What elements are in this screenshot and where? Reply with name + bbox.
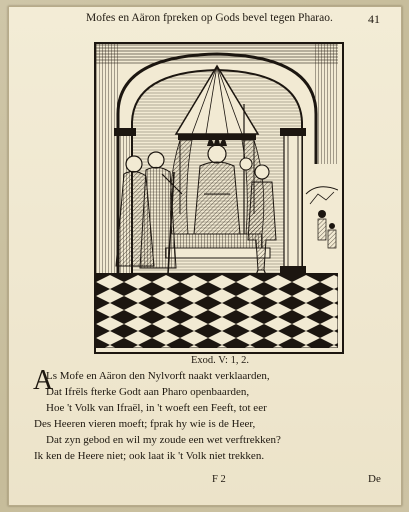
catchword: De	[368, 473, 381, 485]
verse-text	[33, 365, 374, 465]
scripture-reference: Exod. V: 1, 2.	[191, 355, 249, 366]
verse-line: Hoe 't Volk van Ifraël, in 't woeft een Feeft, tot eer	[46, 402, 267, 415]
page-number: 41	[368, 12, 380, 26]
running-header	[80, 12, 380, 30]
verse-line: Dat zyn gebod en wil my zoude een wet verftrekken?	[46, 434, 281, 447]
engraving-illustration-icon	[96, 44, 338, 348]
drop-capital: A	[33, 365, 54, 396]
engraving-plate	[94, 42, 344, 354]
verse-line: Dat Ifrëls fterke Godt aan Pharo openbaarden,	[46, 386, 250, 399]
verse-line: Des Heeren vieren moeft; fprak hy wie is de Heer,	[34, 418, 256, 431]
signature-mark: F 2	[212, 474, 226, 485]
verse-line: Ls Mofe en Aäron den Nylvorft naakt verklaarden,	[46, 370, 270, 382]
verse-line: Ik ken de Heere niet; ook laat ik 't Volk niet trekken.	[34, 450, 265, 463]
running-title: Mofes en Aäron fpreken op Gods bevel tegen Pharao.	[86, 12, 333, 24]
